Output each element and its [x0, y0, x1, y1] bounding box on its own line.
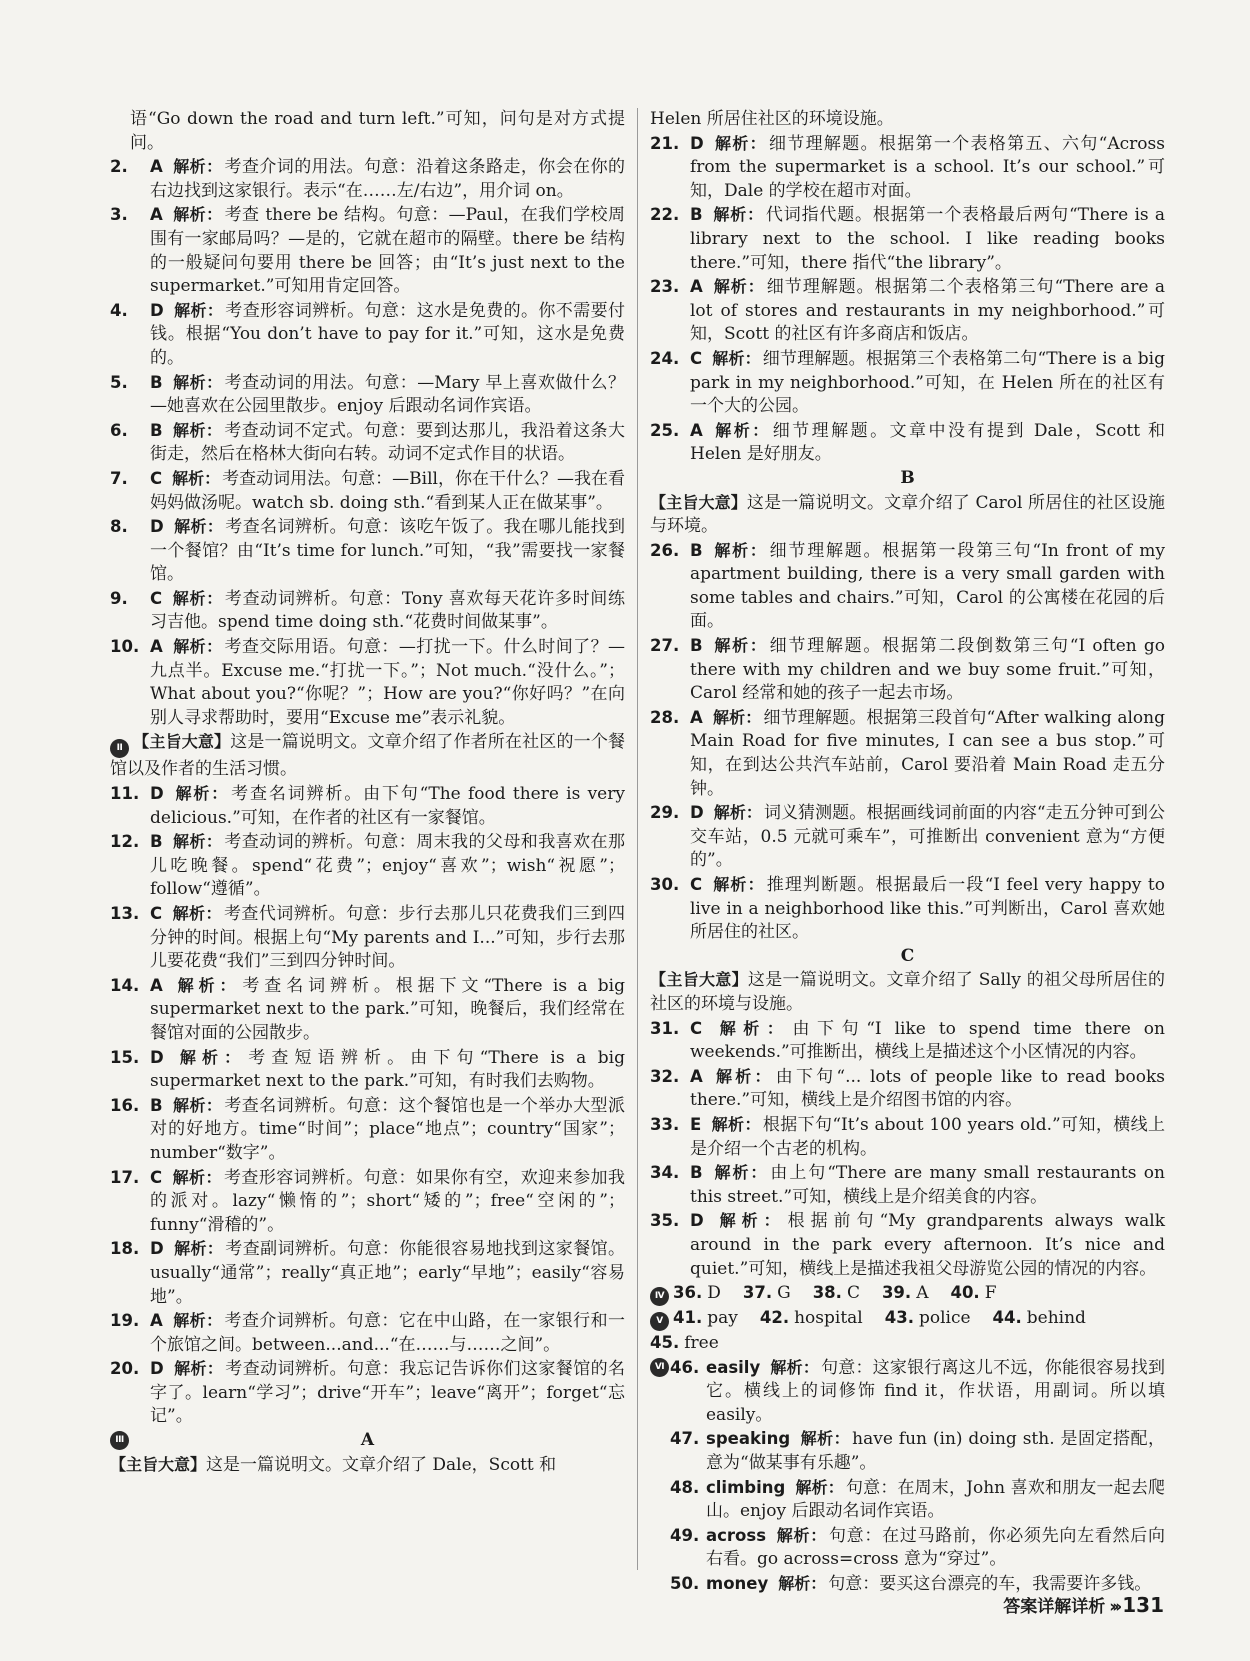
- answer-key: C: [150, 1167, 163, 1187]
- answer-key: B: [150, 420, 163, 440]
- analysis-label: 解析：: [712, 636, 768, 656]
- answer-item: [110, 1046, 625, 1094]
- answer-item: [110, 515, 625, 587]
- answer-key: A: [150, 205, 163, 225]
- question-number: 7.: [110, 468, 128, 488]
- answer-key: D: [150, 1239, 164, 1259]
- answer-item: [650, 132, 1165, 204]
- section-5-answers: [650, 1306, 1165, 1356]
- answer-item: [650, 1356, 1165, 1428]
- analysis-text: 细节理解题。根据第二段倒数第三句“I often go there with my children and we buy some fruit.”可知，Carol 经常和她的孩子一起去市场。: [690, 636, 1165, 704]
- answer-item: [110, 974, 625, 1046]
- question-number: 28.: [650, 707, 680, 727]
- analysis-text: 考查动词不定式。句意：要到达那儿，我沿着这条大街走，然后在格林大街向右转。动词不定式作目的状语。: [150, 420, 625, 465]
- analysis-label: 解析：: [172, 1311, 223, 1331]
- question-number: 37.: [742, 1283, 773, 1303]
- answer-pair: [673, 1306, 738, 1331]
- analysis-text: 由上句“There are many small restaurants on this street.”可知，横线上是介绍美食的内容。: [690, 1163, 1165, 1207]
- answer-item: [650, 275, 1165, 347]
- summary-continuation: Helen 所居住社区的环境设施。: [650, 109, 894, 129]
- answer-key: D: [150, 1047, 164, 1067]
- item-1-continuation: 语“Go down the road and turn left.”可知，问句是对方式提问。: [130, 109, 625, 153]
- question-number: 29.: [650, 803, 680, 823]
- answer-key: A: [690, 1066, 703, 1086]
- analysis-text: 根据前句“My grandparents always walk around in the park every afternoon. It’s nice and quiet.”可知，横线上是描述我祖父母游览公园的情况的内容。: [690, 1211, 1165, 1279]
- answer-key: D: [150, 1359, 164, 1379]
- answer-key: D: [707, 1283, 721, 1304]
- answer-item: [650, 634, 1165, 706]
- question-number: 49.: [670, 1525, 700, 1545]
- question-number: 23.: [650, 277, 680, 297]
- answer-item: [650, 1017, 1165, 1065]
- question-number: 3.: [110, 205, 128, 225]
- analysis-text: 考查介词的用法。句意：沿着这条路走，你会在你的右边找到这家银行。表示“在……左/右边”，用介词 on。: [150, 157, 625, 201]
- answer-item: [110, 467, 625, 515]
- analysis-label: 解析：: [712, 875, 765, 894]
- analysis-label: 解析：: [173, 517, 224, 537]
- question-number: 20.: [110, 1359, 140, 1379]
- answer-key: C: [846, 1283, 860, 1304]
- answer-pair: [993, 1306, 1086, 1331]
- answer-key: A: [150, 637, 163, 657]
- question-number: 46.: [670, 1357, 700, 1377]
- analysis-text: 考查交际用语。句意：—打扰一下。什么时间了？—九点半。Excuse me.“打扰一下。”；Not much.“没什么。”；What about you?“你呢？”；How are you?“你好吗？”在向别人寻求帮助时，要用“Excuse me”表示礼貌。: [150, 637, 625, 728]
- answer-item: [110, 203, 625, 298]
- part-letter: B: [900, 467, 915, 488]
- answer-key: B: [150, 832, 163, 852]
- analysis-text: 考查 there be 结构。句意：—Paul，在我们学校周围有一家邮局吗？—是的，它就在超市的隔壁。there be 结构的一般疑问句要用 there be 回答；由“It’s just next to the supermarket.”可知用肯定回答。: [150, 205, 625, 297]
- analysis-label: 解析：: [713, 133, 767, 153]
- answer-key: easily: [706, 1357, 761, 1377]
- answer-item: [110, 1237, 625, 1309]
- answer-item: [110, 1309, 625, 1357]
- answer-key: free: [684, 1333, 719, 1354]
- question-number: 48.: [670, 1477, 700, 1497]
- section-4-answers: [650, 1281, 1165, 1306]
- analysis-text: 细节理解题。根据第三个表格第二句“There is a big park in my neighborhood.”可知，在 Helen 所在的社区有一个大的公园。: [690, 348, 1165, 417]
- page-number: 131: [1122, 1593, 1164, 1617]
- analysis-text: 词义猜测题。根据画线词前面的内容“走五分钟可到公交车站，0.5 元就可乘车”，可推断出 convenient 意为“方便的”。: [690, 803, 1165, 871]
- answer-key: C: [690, 348, 703, 368]
- answer-key: F: [984, 1283, 997, 1304]
- section-3-header: [110, 1429, 625, 1453]
- analysis-text: 考查形容词辨析。句意：如果你有空，欢迎来参加我的派对。lazy“懒惰的”；short“矮的”；free“空闲的”；funny“滑稽的”。: [150, 1167, 625, 1235]
- section-2-items: [110, 782, 625, 1429]
- answer-key: C: [150, 904, 163, 923]
- analysis-label: 解析：: [172, 420, 223, 440]
- answer-pair: [760, 1306, 863, 1331]
- answer-key: A: [150, 1311, 163, 1331]
- question-number: 34.: [650, 1163, 680, 1183]
- analysis-label: 解析：: [712, 277, 765, 297]
- question-number: 33.: [650, 1114, 680, 1134]
- question-number: 18.: [110, 1239, 140, 1259]
- analysis-label: 解析：: [172, 904, 222, 923]
- answer-key: C: [150, 588, 163, 608]
- analysis-text: 由下句“... lots of people like to read books there.”可知，横线上是介绍图书馆的内容。: [690, 1066, 1165, 1111]
- question-number: 8.: [110, 517, 128, 537]
- analysis-text: 考查介词辨析。句意：它在中山路，在一家银行和一个旅馆之间。between...and...“在……与……之间”。: [150, 1311, 625, 1355]
- answer-key: E: [690, 1114, 702, 1134]
- analysis-label: 解析：: [172, 372, 223, 392]
- analysis-text: 考查名词辨析。由下句“The food there is very delicious.”可知，在作者的社区有一家餐馆。: [150, 784, 625, 828]
- question-number: 47.: [670, 1429, 700, 1449]
- analysis-label: 解析：: [712, 1018, 791, 1038]
- answer-key: behind: [1026, 1308, 1086, 1329]
- answer-key: D: [690, 1211, 704, 1231]
- answer-key: D: [150, 784, 164, 804]
- analysis-label: 解析：: [172, 157, 223, 177]
- question-number: 6.: [110, 420, 128, 440]
- question-number: 35.: [650, 1211, 680, 1231]
- analysis-text: 句意：这家银行离这儿不远，你能很容易找到它。横线上的词修饰 find it，作状语，用副词。所以填 easily。: [706, 1357, 1165, 1425]
- analysis-label: 解析：: [173, 1239, 224, 1259]
- part-letter: C: [900, 945, 915, 966]
- answer-item: [110, 902, 625, 974]
- analysis-text: 考查名词辨析。句意：这个餐馆也是一个举办大型派对的好地方。time“时间”；place“地点”；country“国家”；number“数字”。: [150, 1095, 625, 1163]
- answer-key: pay: [707, 1308, 738, 1329]
- question-number: 15.: [110, 1047, 140, 1067]
- question-number: 42.: [759, 1308, 790, 1328]
- analysis-text: 细节理解题。根据第二个表格第三句“There are a lot of stores and restaurants in my neighborhood.”可知，Scott 的社区有许多商店和饭店。: [690, 277, 1165, 345]
- analysis-text: 细节理解题。根据第三段首句“After walking along Main Road for five minutes, I can see a bus stop.”可知，在到达公共汽车站前，Carol 要沿着 Main Road 走五分钟。: [690, 707, 1165, 799]
- analysis-text: 代词指代题。根据第一个表格最后两句“There is a library next to the school. I like reading books there.”可知，there 指代“the library”。: [690, 205, 1165, 273]
- analysis-text: 句意：要买这台漂亮的车，我需要许多钱。: [828, 1574, 1152, 1595]
- section-numeral-badge: V: [650, 1312, 669, 1331]
- answer-key: B: [690, 540, 703, 560]
- answer-key: A: [690, 707, 703, 727]
- analysis-text: 考查名词辨析。句意：该吃午饭了。我在哪儿能找到一个餐馆？由“It’s time for lunch.”可知，“我”需要找一家餐馆。: [150, 517, 625, 585]
- question-number: 36.: [673, 1283, 703, 1303]
- section-numeral-badge: IV: [650, 1287, 669, 1306]
- analysis-label: 解析：: [172, 832, 223, 852]
- analysis-label: 解析：: [712, 1066, 774, 1086]
- answer-key: climbing: [706, 1477, 786, 1497]
- analysis-label: 解析：: [173, 1359, 224, 1379]
- answer-pair: [673, 1281, 721, 1306]
- page-footer: [1003, 1592, 1164, 1617]
- part-letter: A: [360, 1430, 375, 1451]
- answer-key: speaking: [706, 1429, 791, 1449]
- analysis-label: 解析：: [776, 1525, 827, 1545]
- analysis-label: 解析：: [173, 784, 230, 804]
- answer-key: C: [690, 1018, 703, 1038]
- analysis-text: 细节理解题。根据第一段第三句“In front of my apartment building, there is a very small garden with some tables and chairs.”可知，Carol 的公寓楼在花园的后面。: [690, 540, 1165, 632]
- question-number: 21.: [650, 133, 680, 153]
- question-number: 24.: [650, 348, 680, 368]
- answer-key: B: [690, 205, 703, 225]
- answer-pair: [813, 1281, 860, 1306]
- analysis-text: 考查形容词辨析。句意：这水是免费的。你不需要付钱。根据“You don’t have to pay for it.”可知，这水是免费的。: [150, 300, 625, 368]
- answer-item: [650, 1209, 1165, 1281]
- analysis-text: 考查短语辨析。由下句“There is a big supermarket next to the park.”可知，有时我们去购物。: [150, 1047, 625, 1092]
- answer-item: [650, 706, 1165, 801]
- answer-key: B: [690, 1163, 703, 1183]
- question-number: 38.: [812, 1283, 842, 1303]
- analysis-text: 考查动词的用法。句意：—Mary 早上喜欢做什么？—她喜欢在公园里散步。enjoy 后跟动名词作宾语。: [150, 372, 625, 417]
- analysis-label: 解析：: [172, 637, 223, 657]
- question-number: 2.: [110, 157, 128, 177]
- answer-key: D: [150, 300, 164, 320]
- question-number: 14.: [110, 975, 140, 995]
- answer-key: A: [916, 1283, 929, 1304]
- answer-item: [650, 801, 1165, 873]
- analysis-label: 解析：: [173, 1047, 247, 1067]
- question-number: 5.: [110, 372, 128, 392]
- question-number: 31.: [650, 1018, 680, 1038]
- double-chevron-icon: ›››: [1109, 1597, 1119, 1617]
- answer-key: D: [150, 517, 164, 537]
- answer-key: B: [150, 372, 163, 392]
- analysis-label: 解析：: [795, 1477, 844, 1497]
- answer-item: [650, 1161, 1165, 1209]
- column-divider: [637, 108, 638, 1570]
- part-a-items: [650, 132, 1165, 467]
- section-numeral-badge: II: [110, 739, 129, 758]
- analysis-label: 解析：: [172, 975, 241, 995]
- analysis-text: 细节理解题。文章中没有提到 Dale，Scott 和 Helen 是好朋友。: [690, 420, 1165, 465]
- analysis-label: 解析：: [712, 205, 764, 225]
- answer-pair: [950, 1281, 996, 1306]
- question-number: 19.: [110, 1311, 140, 1331]
- analysis-text: 考查动词辨析。句意：我忘记告诉你们这家餐馆的名字了。learn“学习”；drive“开车”；leave“离开”；forget“忘记”。: [150, 1359, 625, 1427]
- question-number: 13.: [110, 904, 140, 923]
- answer-item: [110, 1166, 625, 1238]
- answer-item: [650, 873, 1165, 945]
- answer-item: [110, 587, 625, 635]
- analysis-label: 解析：: [770, 1357, 820, 1377]
- question-number: 9.: [110, 588, 128, 608]
- part-c-items: [650, 1017, 1165, 1282]
- analysis-text: 句意：在周末，John 喜欢和朋友一起去爬山。enjoy 后跟动名词作宾语。: [706, 1477, 1165, 1522]
- question-number: 50.: [670, 1574, 700, 1594]
- analysis-text: 根据下句“It’s about 100 years old.”可知，横线上是介绍一个古老的机构。: [690, 1114, 1165, 1159]
- analysis-text: 考查动词辨析。句意：Tony 喜欢每天花许多时间练习吉他。spend time doing sth.“花费时间做某事”。: [150, 588, 625, 633]
- part-b-items: [650, 539, 1165, 945]
- answer-item: [650, 1524, 1165, 1572]
- question-number: 12.: [110, 832, 140, 852]
- analysis-text: 考查动词的辨析。句意：周末我的父母和我喜欢在那儿吃晚餐。spend“花费”；enjoy“喜欢”；wish“祝愿”；follow“遵循”。: [150, 832, 625, 900]
- analysis-text: 考查名词辨析。根据下文“There is a big supermarket next to the park.”可知，晚餐后，我们经常在餐馆对面的公园散步。: [150, 975, 625, 1043]
- analysis-label: 解析：: [173, 300, 224, 320]
- answer-key: across: [706, 1525, 767, 1545]
- answer-key: B: [690, 636, 703, 656]
- section-1-items: [110, 155, 625, 730]
- answer-key: A: [150, 975, 163, 995]
- answer-item: [650, 1427, 1165, 1475]
- analysis-label: 解析：: [172, 588, 223, 608]
- question-number: 16.: [110, 1095, 140, 1115]
- answer-item: [650, 203, 1165, 275]
- answer-key: money: [706, 1574, 769, 1594]
- analysis-label: 解析：: [778, 1574, 827, 1594]
- answer-key: A: [690, 420, 703, 440]
- analysis-label: 解析：: [172, 205, 223, 225]
- answer-item: [110, 1094, 625, 1166]
- answer-pair: [743, 1281, 791, 1306]
- answer-key: D: [690, 133, 704, 153]
- answer-key: police: [918, 1308, 971, 1329]
- analysis-label: 解析：: [713, 803, 762, 823]
- question-number: 26.: [650, 540, 680, 560]
- question-number: 43.: [884, 1308, 914, 1328]
- question-number: 27.: [650, 636, 680, 656]
- section-numeral-badge: VI: [650, 1358, 669, 1377]
- answer-key: C: [690, 875, 703, 894]
- section-numeral-badge: III: [110, 1431, 129, 1450]
- answer-item: [650, 1113, 1165, 1161]
- analysis-label: 解析：: [172, 1095, 223, 1115]
- question-number: 11.: [110, 784, 140, 804]
- answer-key: B: [150, 1095, 163, 1115]
- analysis-label: 解析：: [172, 468, 221, 488]
- question-number: 30.: [650, 875, 680, 894]
- analysis-label: 解析：: [713, 1211, 786, 1231]
- analysis-label: 解析：: [172, 1167, 222, 1187]
- answer-pair: [650, 1331, 719, 1356]
- analysis-text: 考查代词辨析。句意：步行去那儿只花费我们三到四分钟的时间。根据上句“My parents and I...”可知，步行去那儿要花费“我们”三到四分钟时间。: [150, 904, 625, 972]
- answer-pair: [885, 1306, 971, 1331]
- right-column: [650, 108, 1165, 1597]
- answer-key: hospital: [794, 1308, 863, 1329]
- answer-item: [650, 419, 1165, 467]
- section-2-summary: II 【主旨大意】这是一篇说明文。文章介绍了作者所在社区的一个餐馆以及作者的生活习惯。: [110, 732, 625, 780]
- analysis-text: have fun (in) doing sth. 是固定搭配，意为“做某事有乐趣”。: [706, 1429, 1165, 1474]
- question-number: 25.: [650, 420, 680, 440]
- analysis-label: 解析：: [711, 1114, 761, 1134]
- left-column: [110, 108, 625, 1477]
- analysis-text: 细节理解题。根据第一个表格第五、六句“Across from the supermarket is a school. It’s our school.”可知，Dale 的学校在超市对面。: [690, 133, 1165, 201]
- question-number: 40.: [950, 1283, 980, 1303]
- answer-key: D: [690, 803, 704, 823]
- analysis-label: 解析：: [712, 420, 771, 440]
- analysis-label: 解析：: [712, 707, 762, 727]
- answer-key: A: [690, 277, 703, 297]
- answer-item: [110, 635, 625, 730]
- answer-item: [110, 419, 625, 467]
- question-number: 45.: [650, 1333, 680, 1353]
- question-number: 17.: [110, 1167, 140, 1187]
- analysis-text: 由下句“I like to spend time there on weekends.”可推断出，横线上是描述这个小区情况的内容。: [690, 1018, 1165, 1063]
- answer-item: [650, 1065, 1165, 1113]
- answer-item: [110, 782, 625, 830]
- question-number: 39.: [881, 1283, 912, 1303]
- analysis-label: 解析：: [712, 1163, 769, 1183]
- analysis-text: 句意：在过马路前，你必须先向左看然后向右看。go across=cross 意为“穿过”。: [706, 1525, 1165, 1570]
- analysis-text: 考查动词用法。句意：—Bill，你在干什么？—我在看妈妈做汤呢。watch sb. doing sth.“看到某人正在做某事”。: [150, 468, 625, 513]
- answer-key: G: [777, 1283, 791, 1304]
- answer-item: [110, 299, 625, 371]
- answer-key: C: [150, 468, 163, 488]
- footer-label: 答案详解详析: [1003, 1597, 1106, 1617]
- analysis-text: 推理判断题。根据最后一段“I feel very happy to live in a neighborhood like this.”可判断出，Carol 喜欢她所居住的社区。: [690, 875, 1165, 943]
- answer-item: [110, 830, 625, 902]
- analysis-label: 解析：: [712, 348, 761, 368]
- question-number: 44.: [992, 1308, 1022, 1328]
- section-6-items: [650, 1356, 1165, 1597]
- answer-item: [110, 371, 625, 419]
- section-3-summary: 【主旨大意】这是一篇说明文。文章介绍了 Dale，Scott 和: [110, 1454, 557, 1475]
- analysis-label: 解析：: [712, 540, 768, 560]
- question-number: 10.: [110, 637, 140, 657]
- question-number: 32.: [650, 1066, 680, 1086]
- answer-pair: [882, 1281, 929, 1306]
- answer-item: [650, 539, 1165, 634]
- answer-item: [110, 1357, 625, 1429]
- analysis-text: 考查副词辨析。句意：你能很容易地找到这家餐馆。usually“通常”；really“真正地”；early“早地”；easily“容易地”。: [150, 1239, 625, 1307]
- answer-item: [650, 1476, 1165, 1524]
- question-number: 22.: [650, 205, 680, 225]
- question-number: 4.: [110, 300, 128, 320]
- section-6: [650, 1356, 1165, 1597]
- question-number: 41.: [673, 1308, 703, 1328]
- answer-item: [110, 155, 625, 203]
- analysis-label: 解析：: [800, 1429, 851, 1449]
- part-c-summary: 【主旨大意】这是一篇说明文。文章介绍了 Sally 的祖父母所居住的社区的环境与设施。: [650, 970, 1165, 1014]
- answer-item: [650, 347, 1165, 419]
- answer-key: A: [150, 157, 163, 177]
- part-b-summary: 【主旨大意】这是一篇说明文。文章介绍了 Carol 所居住的社区设施与环境。: [650, 492, 1165, 537]
